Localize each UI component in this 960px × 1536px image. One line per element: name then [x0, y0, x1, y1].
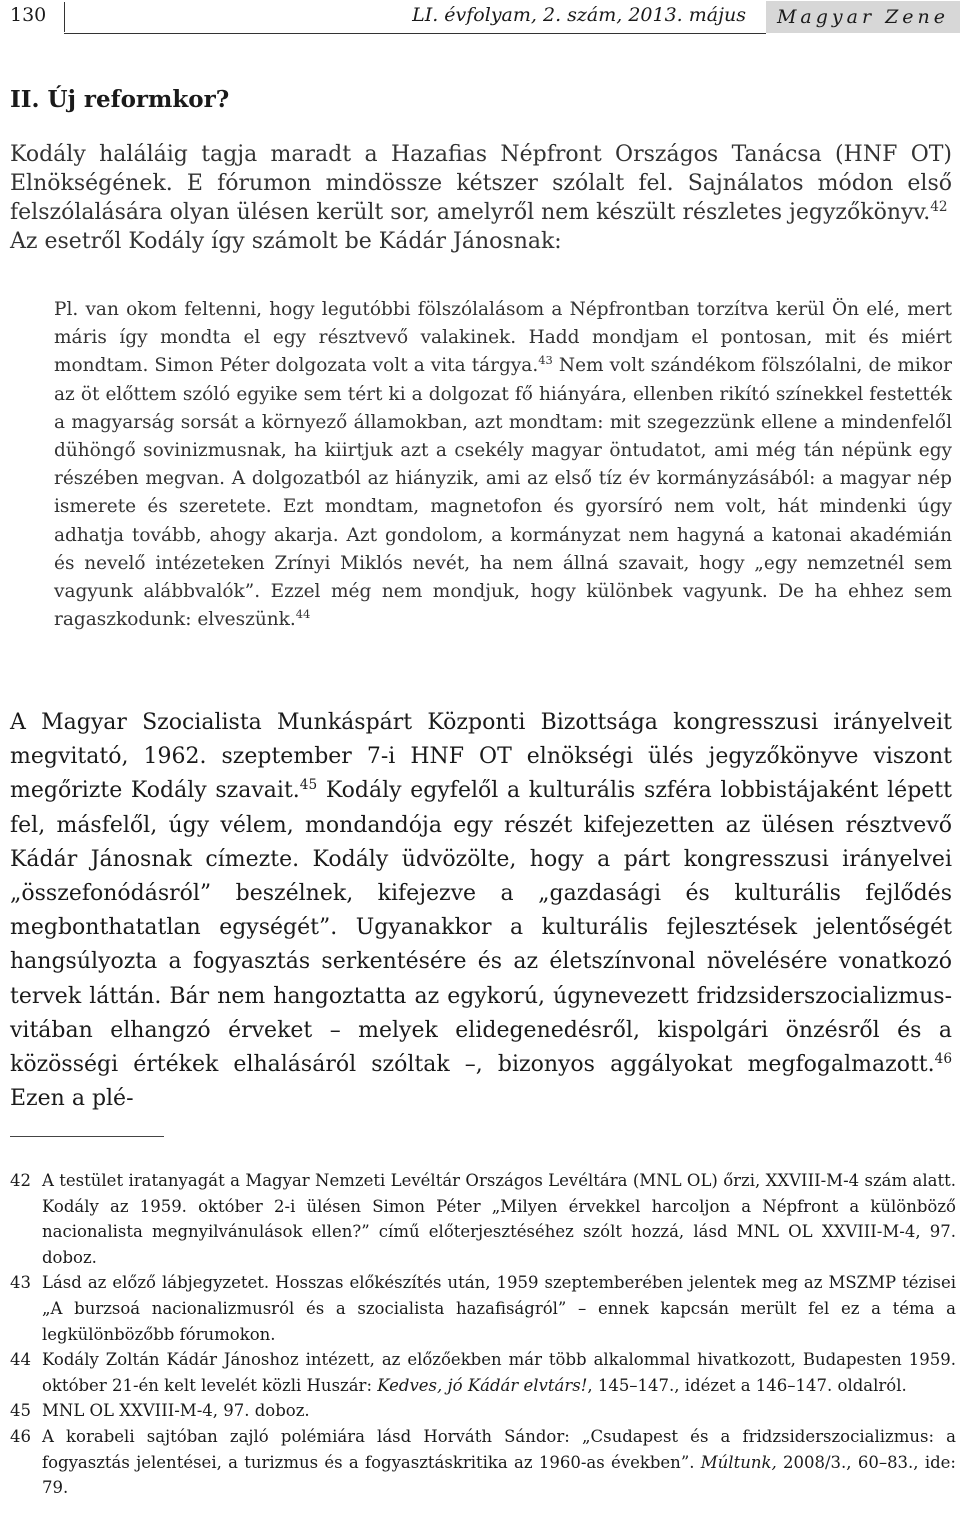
block-quote: [54, 296, 952, 634]
footnote-number: 44: [10, 1350, 31, 1370]
footnote-journal-title: Múltunk,: [700, 1452, 777, 1472]
footnote-text: [42, 1424, 956, 1501]
footnote-ref-42[interactable]: 42: [930, 198, 948, 215]
footnote-ref-46[interactable]: 46: [934, 1050, 952, 1067]
footnotes: [10, 1168, 956, 1501]
footnote-text: Lásd az előző lábjegyzetet. Hosszas előkészítés után, 1959 szeptemberében jelentek meg az MSZMP tézisei „A burzsoá nacionalizmusról és a szocialista hazafiságról” – ennek kapcsán merült fel ez a téma a legkülönbözőbb fórumokon.: [42, 1273, 956, 1344]
page-number: 130: [10, 4, 47, 26]
footnote-number: 43: [10, 1273, 31, 1293]
body-text-2: Kodály egyfelől a kulturális szféra lobbistájaként lépett fel, másfelől, úgy vélem, mondandója egy részét kifejezetten az ülésen résztvevő Kádár Jánosnak címezte. Kodály üdvözölte, hogy a párt kongresszusi irányelvei „összefonódásról” beszélnek, kifejezve a „gazdasági és kulturális fejlődés megbonthatatlan egységét”. Ugyanakkor a kulturális fejlesztések jelentőségét hangsúlyozta a fogyasztás serkentésére és az életszínvonal növelésére vonatkozó tervek láttán. Bár nem hangoztatta az egykorú, úgynevezett fridzsiderszocializmus-vitában elhangzó érveket – melyek elidegenedésről, kispolgári önzésről és a közösségi értékek elhalásáról szóltak –, bizonyos aggályokat megfogalmazott.: [10, 778, 952, 1078]
footnote-ref-43[interactable]: 43: [538, 353, 553, 368]
header-rule: [64, 33, 766, 34]
quote-text-2: Nem volt szándékom fölszólalni, de mikor az öt előttem szóló egyike sem tért ki a dolgozat fő hiányára, ellenben rikító színekkel festették a magyarság sorsát a környező államokban, azt mondtam: mit szegezzünk ellene a mindenfelől dühöngő sovinizmusnak, ha kiirtjuk azt a csekély magyar öntudatot, ami még tán népünk egy részében megvan. A dolgozatból az hiányzik, ami az első tíz év kormányzásából: a magyar nép ismerete és szeretete. Ezt mondtam, magnetofon és gyorsíró nem volt, hát mindenki úgy adhatja tovább, ahogy akarja. Azt gondolom, a kormányzat nem hagyná a katonai akadémián és nevelő intézeteken Zrínyi Miklós nevét, ha nem állná szavait, hogy „egy nemzetnél sem vagyunk alábbvalók”. Ezzel még nem mondjuk, hogy különbek vagyunk. De ha ehhez sem ragaszkodunk: elveszünk.: [54, 355, 952, 631]
footnote-number: 46: [10, 1426, 31, 1446]
footnote-text: [42, 1347, 956, 1398]
footnote-text-after: 2008/3., 60–83., ide: 79.: [42, 1452, 956, 1498]
header-divider: [64, 2, 65, 32]
footnote-separator: [10, 1136, 164, 1137]
footnote-ref-45[interactable]: 45: [299, 777, 318, 794]
footnote-46: [10, 1424, 956, 1501]
body-text-1: A Magyar Szocialista Munkáspárt Központi Bizottsága kongresszusi irányelveit megvitató, 1962. szeptember 7-i HNF OT elnökségi ülés jegyzőkönyve viszont megőrizte Kodály szavait.: [10, 710, 952, 804]
section-heading: II. Új reformkor?: [10, 86, 230, 113]
footnote-number: 45: [10, 1401, 31, 1421]
intro-paragraph: [10, 140, 952, 256]
footnote-44: [10, 1347, 956, 1398]
quote-text-1: Pl. van okom feltenni, hogy legutóbbi fölszólalásom a Népfrontban torzítva kerül Ön elé, mert máris így mondta el egy résztvevő valakinek. Hadd mondjam el pontosan, mit és miért mondtam. Simon Péter dolgozata volt a vita tárgya.: [54, 299, 952, 377]
footnote-text-before: Kodály Zoltán Kádár Jánoshoz intézett, az előzőekben már több alkalommal hivatkozott, Budapesten 1959. október 21-én kelt levelét közli Huszár:: [42, 1350, 956, 1395]
footnote-text-before: A korabeli sajtóban zajló polémiára lásd Horváth Sándor: „Csudapest és a fridzsiderszocializmus: a fogyasztás jelentései, a turizmus és a fogyasztáskritika az 1960-as években”.: [42, 1426, 956, 1472]
intro-text: Kodály haláláig tagja maradt a Hazafias Népfront Országos Tanácsa (HNF OT) Elnökségének. E fórumon mindössze kétszer szólalt fel. Sajnálatos módon első felszólalására olyan ülésen került sor, amelyről nem készült részletes jegyzőkönyv.: [10, 142, 952, 225]
footnote-45: [10, 1398, 956, 1424]
body-text-3: Ezen a plé-: [10, 1086, 134, 1112]
issue-info: LI. évfolyam, 2. szám, 2013. május: [412, 4, 746, 26]
footnote-43: [10, 1270, 956, 1347]
journal-title: Magyar Zene: [766, 1, 960, 33]
footnote-42: [10, 1168, 956, 1270]
intro-text-after: Az esetről Kodály így számolt be Kádár Jánosnak:: [10, 229, 562, 254]
footnote-text: A testület iratanyagát a Magyar Nemzeti Levéltár Országos Levéltára (MNL OL) őrzi, XXVIII-M-4 szám alatt. Kodály az 1959. október 2-i ülésen Simon Péter „Milyen érvekkel harcoljon a Népfront a különböző nacionalista megnyilvánulások ellen?” című előterjesztéséhez szólt hozzá, lásd MNL OL XXVIII-M-4, 97. doboz.: [42, 1171, 956, 1267]
footnote-number: 42: [10, 1171, 31, 1190]
body-paragraph: [10, 706, 952, 1116]
running-header: [0, 0, 960, 40]
footnote-text-after: , 145–147., idézet a 146–147. oldalról.: [587, 1375, 907, 1395]
footnote-ref-44[interactable]: 44: [295, 607, 311, 622]
footnote-text: MNL OL XXVIII-M-4, 97. doboz.: [42, 1401, 310, 1421]
footnote-book-title: Kedves, jó Kádár elvtárs!: [377, 1375, 588, 1395]
